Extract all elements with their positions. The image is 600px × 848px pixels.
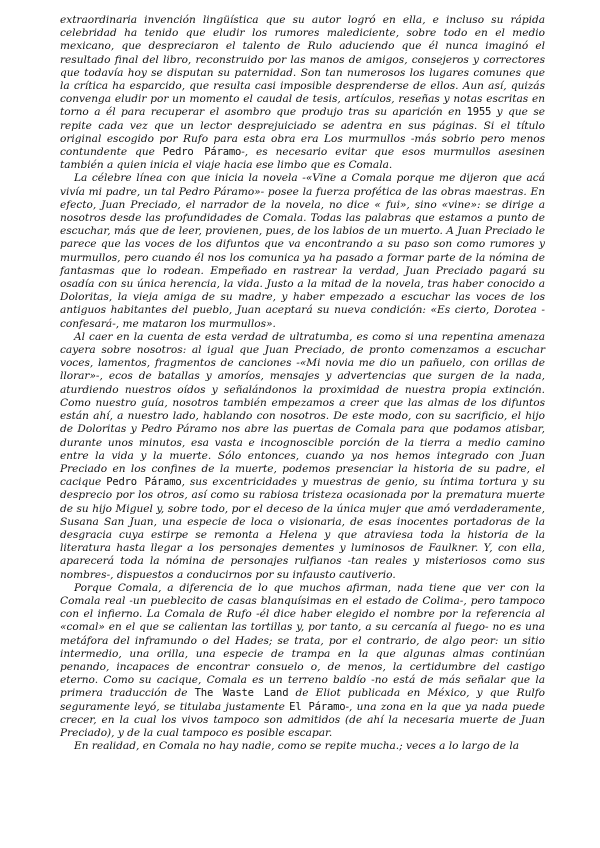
paragraph-3-text: Al caer en la cuenta de esta verdad de ultratumba, es como si una repentina amenaza cayera sobre nosotros: al igual que Juan Preciado, de pronto comenzamos a escuchar voces, lamentos, fragmentos de canciones -«Mi novia me dio un pañuelo, con orillas de llorar»-, ecos de batallas y amoríos, mensajes y advertencias que surgen de la nada, aturdiendo nuestros oídos y señalándonos la proximidad de nuestra propia extinción. Como nuestro guía, nosotros también empezamos a creer que las almas de los difuntos están ahí, a nuestro lado, hablando con nosotros. De este modo, con su sacrificio, el hijo de Doloritas y Pedro Páramo nos abre las puertas de Comala para que podamos atisbar, durante unos minutos, esa vasta e incognoscible porción de la tierra a medio camino entre la vida y la muerte. Sólo entonces, cuando ya nos hemos integrado con Juan Preciado en los confines de la muerte, podemos presenciar la historia de su padre, el cacique (60, 330, 545, 489)
document-page (60, 14, 545, 753)
paragraph-4-text-cont: de Eliot publicada en México, y que Rulfo seguramente leyó, se titulaba justamente (60, 687, 545, 713)
title-pedro-paramo: Pedro Páramo (162, 146, 242, 159)
paragraph-4-text: Porque Comala, a diferencia de lo que muchos afirman, nada tiene que ver con la Comala real -un pueblecito de casas blanquísimas en el estado de Colima-, pero tampoco con el infierno. La Comala de Rufo -él dice haber elegido el nombre por la referencia al «comal» en el que se calientan las tortillas y, por tanto, a su cercanía al fuego- no es una metáfora del inframundo o del Hades; se trata, por el contrario, de algo peor: un sitio intermedio, una orilla, una especie de trampa en la que algunas almas continúan penando, incapaces de encontrar consuelo o, de menos, la certidumbre del castigo eterno. Como su cacique, Comala es un terreno baldío -no está de más señalar que la primera traducción de (60, 581, 545, 700)
paragraph-1-text: extraordinaria invención lingüística que su autor logró en ella, e incluso su rápida celebridad ha tenido que eludir los rumores malediciente, sobre todo en el medio mexicano, que despreciaron el talento de Rulo aduciendo que él nunca imaginó el resultado final del libro, reconstruido por las manos de amigos, consejeros y correctores que todavía hoy se disputan su paternidad. Son tan numerosos los lugares comunes que la crítica ha esparcido, que resulta casi imposible desprenderse de ellos. Aun así, quizás convenga eludir por un momento el caudal de tesis, artículos, reseñas y notas escritas en torno a él para recuperar el asombro que produjo tras su aparición en (60, 14, 545, 119)
name-pedro-paramo: Pedro Páramo (106, 476, 182, 489)
paragraph-4 (60, 582, 545, 740)
paragraph-1 (60, 14, 545, 172)
paragraph-5-text: En realidad, en Comala no hay nadie, como se repite mucha.; veces a lo largo de la (74, 740, 520, 753)
paragraph-2-text: La célebre línea con que inicia la novela -«Vine a Comala porque me dijeron que acá vivía mi padre, un tal Pedro Páramo»- posee la fuerza profética de las obras maestras. En efecto, Juan Preciado, el narrador de la novela, no dice « fui», sino «vine»: se dirige a nosotros desde las profundidades de Comala. Todas las palabras que estamos a punto de escuchar, más que de leer, provienen, pues, de los labios de un muerto. A Juan Preciado le parece que las voces de los difuntos que va encontrando a su paso son como rumores y murmullos, pero cuando él nos los comunica ya ha pasado a formar parte de la nómina de fantasmas que lo rodean. Empeñado en rastrear la verdad, Juan Preciado pagará su osadía con su única herencia, la vida. Justo a la mitad de la novela, tras haber conocido a Doloritas, la vieja amiga de su madre, y haber empezado a escuchar las voces de los antiguos habitantes del pueblo, Juan aceptará su nueva condición: «Es cierto, Dorotea -confesará-, me mataron los murmullos». (60, 172, 545, 330)
paragraph-5 (60, 740, 545, 753)
paragraph-3 (60, 331, 545, 582)
year-1955: 1955 (466, 106, 492, 119)
paragraph-2 (60, 172, 545, 330)
title-the-waste-land: The Waste Land (194, 687, 289, 700)
title-el-paramo: El Páramo (289, 700, 346, 713)
paragraph-1-text-end: -, es necesario evitar que esos murmullos asesinen también a quien inicia el viaje hacia ese limbo que es Comala. (60, 146, 545, 172)
paragraph-1-text-cont: y que se repite cada vez que un lector desprejuiciado se adentra en sus páginas. Si el título original escogido por Rufo para esta obra era Los murmullos -más sobrio pero menos contundente que (60, 106, 545, 159)
paragraph-4-text-end: -, una zona en la que ya nada puede crecer, en la cual los vivos tampoco son admitidos (de ahí la necesaria muerte de Juan Preciado), y de la cual tampoco es posible escapar. (60, 700, 545, 739)
paragraph-3-text-end: , sus excentricidades y muestras de genio, su íntima tortura y su desprecio por los otros, así como su rabiosa tristeza ocasionada por la prematura muerte de su hijo Miguel y, sobre todo, por el deceso de la única mujer que amó verdaderamente, Susana San Juan, una especie de loca o visionaria, de esas inocentes portadoras de la desgracia cuya estirpe se remonta a Helena y que atraviesa toda la historia de la literatura hasta llegar a los personajes dementes y luminosos de Faulkner. Y, con ella, aparecerá toda la nómina de personajes rulfianos -tan reales y misteriosos como sus nombres-, dispuestos a conducirnos por su infausto cautiverio. (60, 476, 545, 581)
